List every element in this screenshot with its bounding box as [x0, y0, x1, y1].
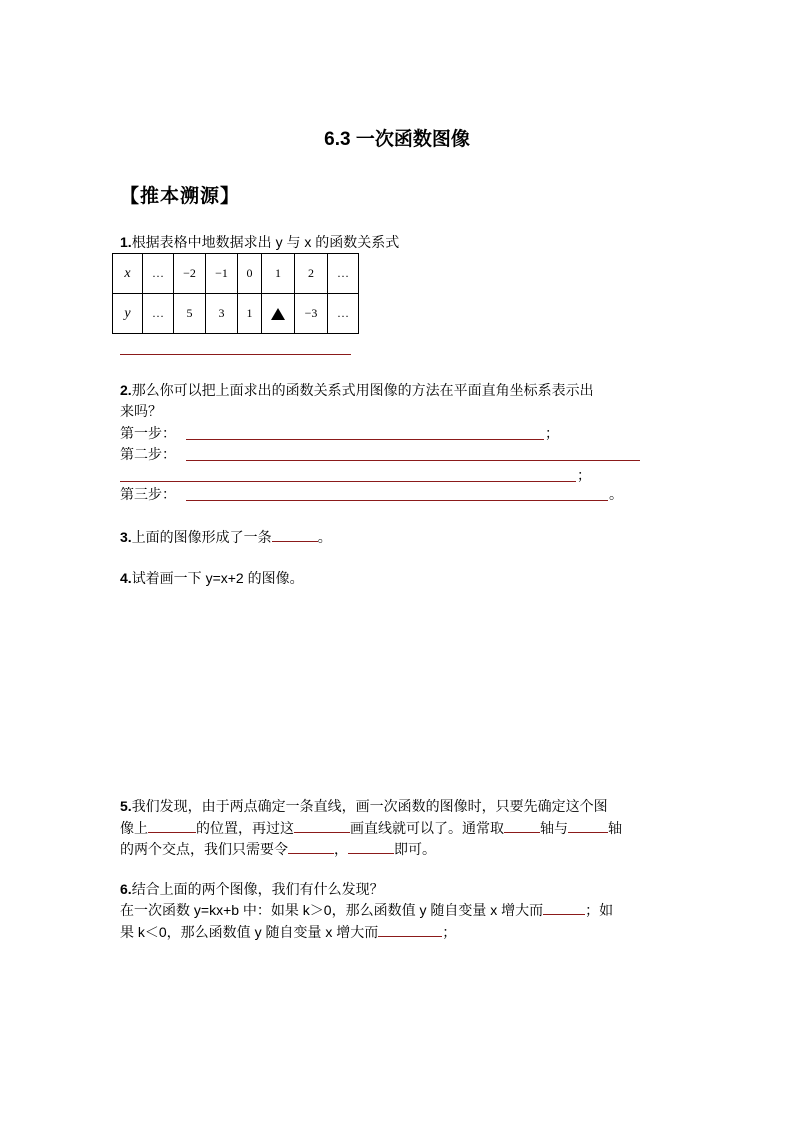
question-5-line-1	[120, 796, 608, 816]
question-6-text-3b: ；	[442, 924, 457, 940]
question-5-text-3c: 即可。	[394, 841, 436, 857]
table-cell: −3	[295, 294, 328, 334]
question-4-number: 4.	[120, 570, 132, 586]
question-4	[120, 568, 304, 588]
question-6-line-3	[120, 922, 456, 942]
step-3-end: 。	[609, 486, 623, 502]
question-6-text-1: 结合上面的两个图像，我们有什么发现？	[131, 881, 384, 897]
question-5-text-2a: 像上	[120, 820, 148, 836]
question-3-number: 3.	[120, 529, 132, 545]
question-2-number: 2.	[120, 382, 132, 398]
table-cell: …	[328, 254, 359, 294]
question-5-text-3b: ，	[334, 841, 348, 857]
question-6-number: 6.	[120, 881, 132, 897]
blank-q5-6[interactable]	[348, 839, 394, 854]
question-2-line-1	[120, 380, 594, 400]
blank-q6-2[interactable]	[378, 922, 442, 937]
question-6-text-2b: ；如	[585, 902, 614, 918]
table-cell: 1	[262, 254, 295, 294]
step-1-end: ；	[545, 425, 559, 441]
answer-line-step-3[interactable]	[186, 500, 608, 501]
question-3	[120, 527, 332, 547]
page-title: 6.3 一次函数图像	[324, 129, 470, 150]
triangle-icon	[271, 308, 285, 320]
question-6-text-2a: 在一次函数 y=kx+b 中：如果 k＞0，那么函数值 y 随自变量 x 增大而	[120, 902, 544, 918]
table-row-x	[113, 254, 359, 294]
question-6-text-3a: 果 k＜0，那么函数值 y 随自变量 x 增大而	[120, 924, 379, 940]
table-header-y: y	[113, 294, 143, 334]
question-6-line-2	[120, 900, 613, 920]
blank-q3[interactable]	[272, 527, 318, 542]
answer-line-step-2[interactable]	[186, 460, 640, 461]
table-cell: −2	[174, 254, 206, 294]
blank-q5-5[interactable]	[288, 839, 334, 854]
table-cell: …	[143, 294, 174, 334]
table-cell: 0	[238, 254, 262, 294]
question-6-line-1	[120, 879, 384, 899]
question-5-text-1: 我们发现，由于两点确定一条直线，画一次函数的图像时，只要先确定这个图	[131, 798, 608, 814]
table-cell: 5	[174, 294, 206, 334]
step-3-label: 第三步：	[120, 486, 176, 502]
table-cell: 1	[238, 294, 262, 334]
question-3-text: 上面的图像形成了一条	[131, 529, 272, 545]
answer-line-step-2-cont[interactable]	[120, 481, 576, 482]
step-1-label: 第一步：	[120, 425, 176, 441]
blank-q5-3[interactable]	[504, 818, 540, 833]
answer-line-q1[interactable]	[120, 354, 351, 355]
table-row-y	[113, 294, 359, 334]
table-cell: …	[328, 294, 359, 334]
question-1	[120, 232, 399, 252]
step-2-label: 第二步：	[120, 446, 176, 462]
section-heading: 【推本溯源】	[120, 186, 241, 207]
table-cell: 3	[206, 294, 238, 334]
answer-line-step-1[interactable]	[186, 439, 544, 440]
step-2-end: ；	[577, 467, 591, 483]
blank-q5-4[interactable]	[568, 818, 608, 833]
blank-q6-1[interactable]	[543, 900, 585, 915]
question-2-text: 那么你可以把上面求出的函数关系式用图像的方法在平面直角坐标系表示出	[131, 382, 594, 398]
question-5-text-2c: 画直线就可以了。通常取	[350, 820, 504, 836]
blank-q5-1[interactable]	[148, 818, 196, 833]
question-5-text-3a: 的两个交点，我们只需要令	[120, 841, 288, 857]
table-cell: −1	[206, 254, 238, 294]
table-cell: 2	[295, 254, 328, 294]
value-table	[112, 253, 359, 334]
question-5-line-2	[120, 818, 622, 838]
table-header-x: x	[113, 254, 143, 294]
question-1-text: 根据表格中地数据求出 y 与 x 的函数关系式	[131, 234, 400, 250]
table-cell-unknown	[262, 294, 295, 334]
question-5-text-2e: 轴	[608, 820, 622, 836]
question-5-text-2b: 的位置，再过这	[196, 820, 294, 836]
blank-q5-2[interactable]	[294, 818, 350, 833]
table-cell: …	[143, 254, 174, 294]
question-5-line-3	[120, 839, 436, 859]
question-2-line-2: 来吗？	[120, 403, 162, 419]
question-4-text: 试着画一下 y=x+2 的图像。	[131, 570, 304, 586]
question-1-number: 1.	[120, 234, 132, 250]
question-3-end: 。	[317, 529, 332, 545]
question-5-number: 5.	[120, 798, 132, 814]
question-5-text-2d: 轴与	[540, 820, 568, 836]
